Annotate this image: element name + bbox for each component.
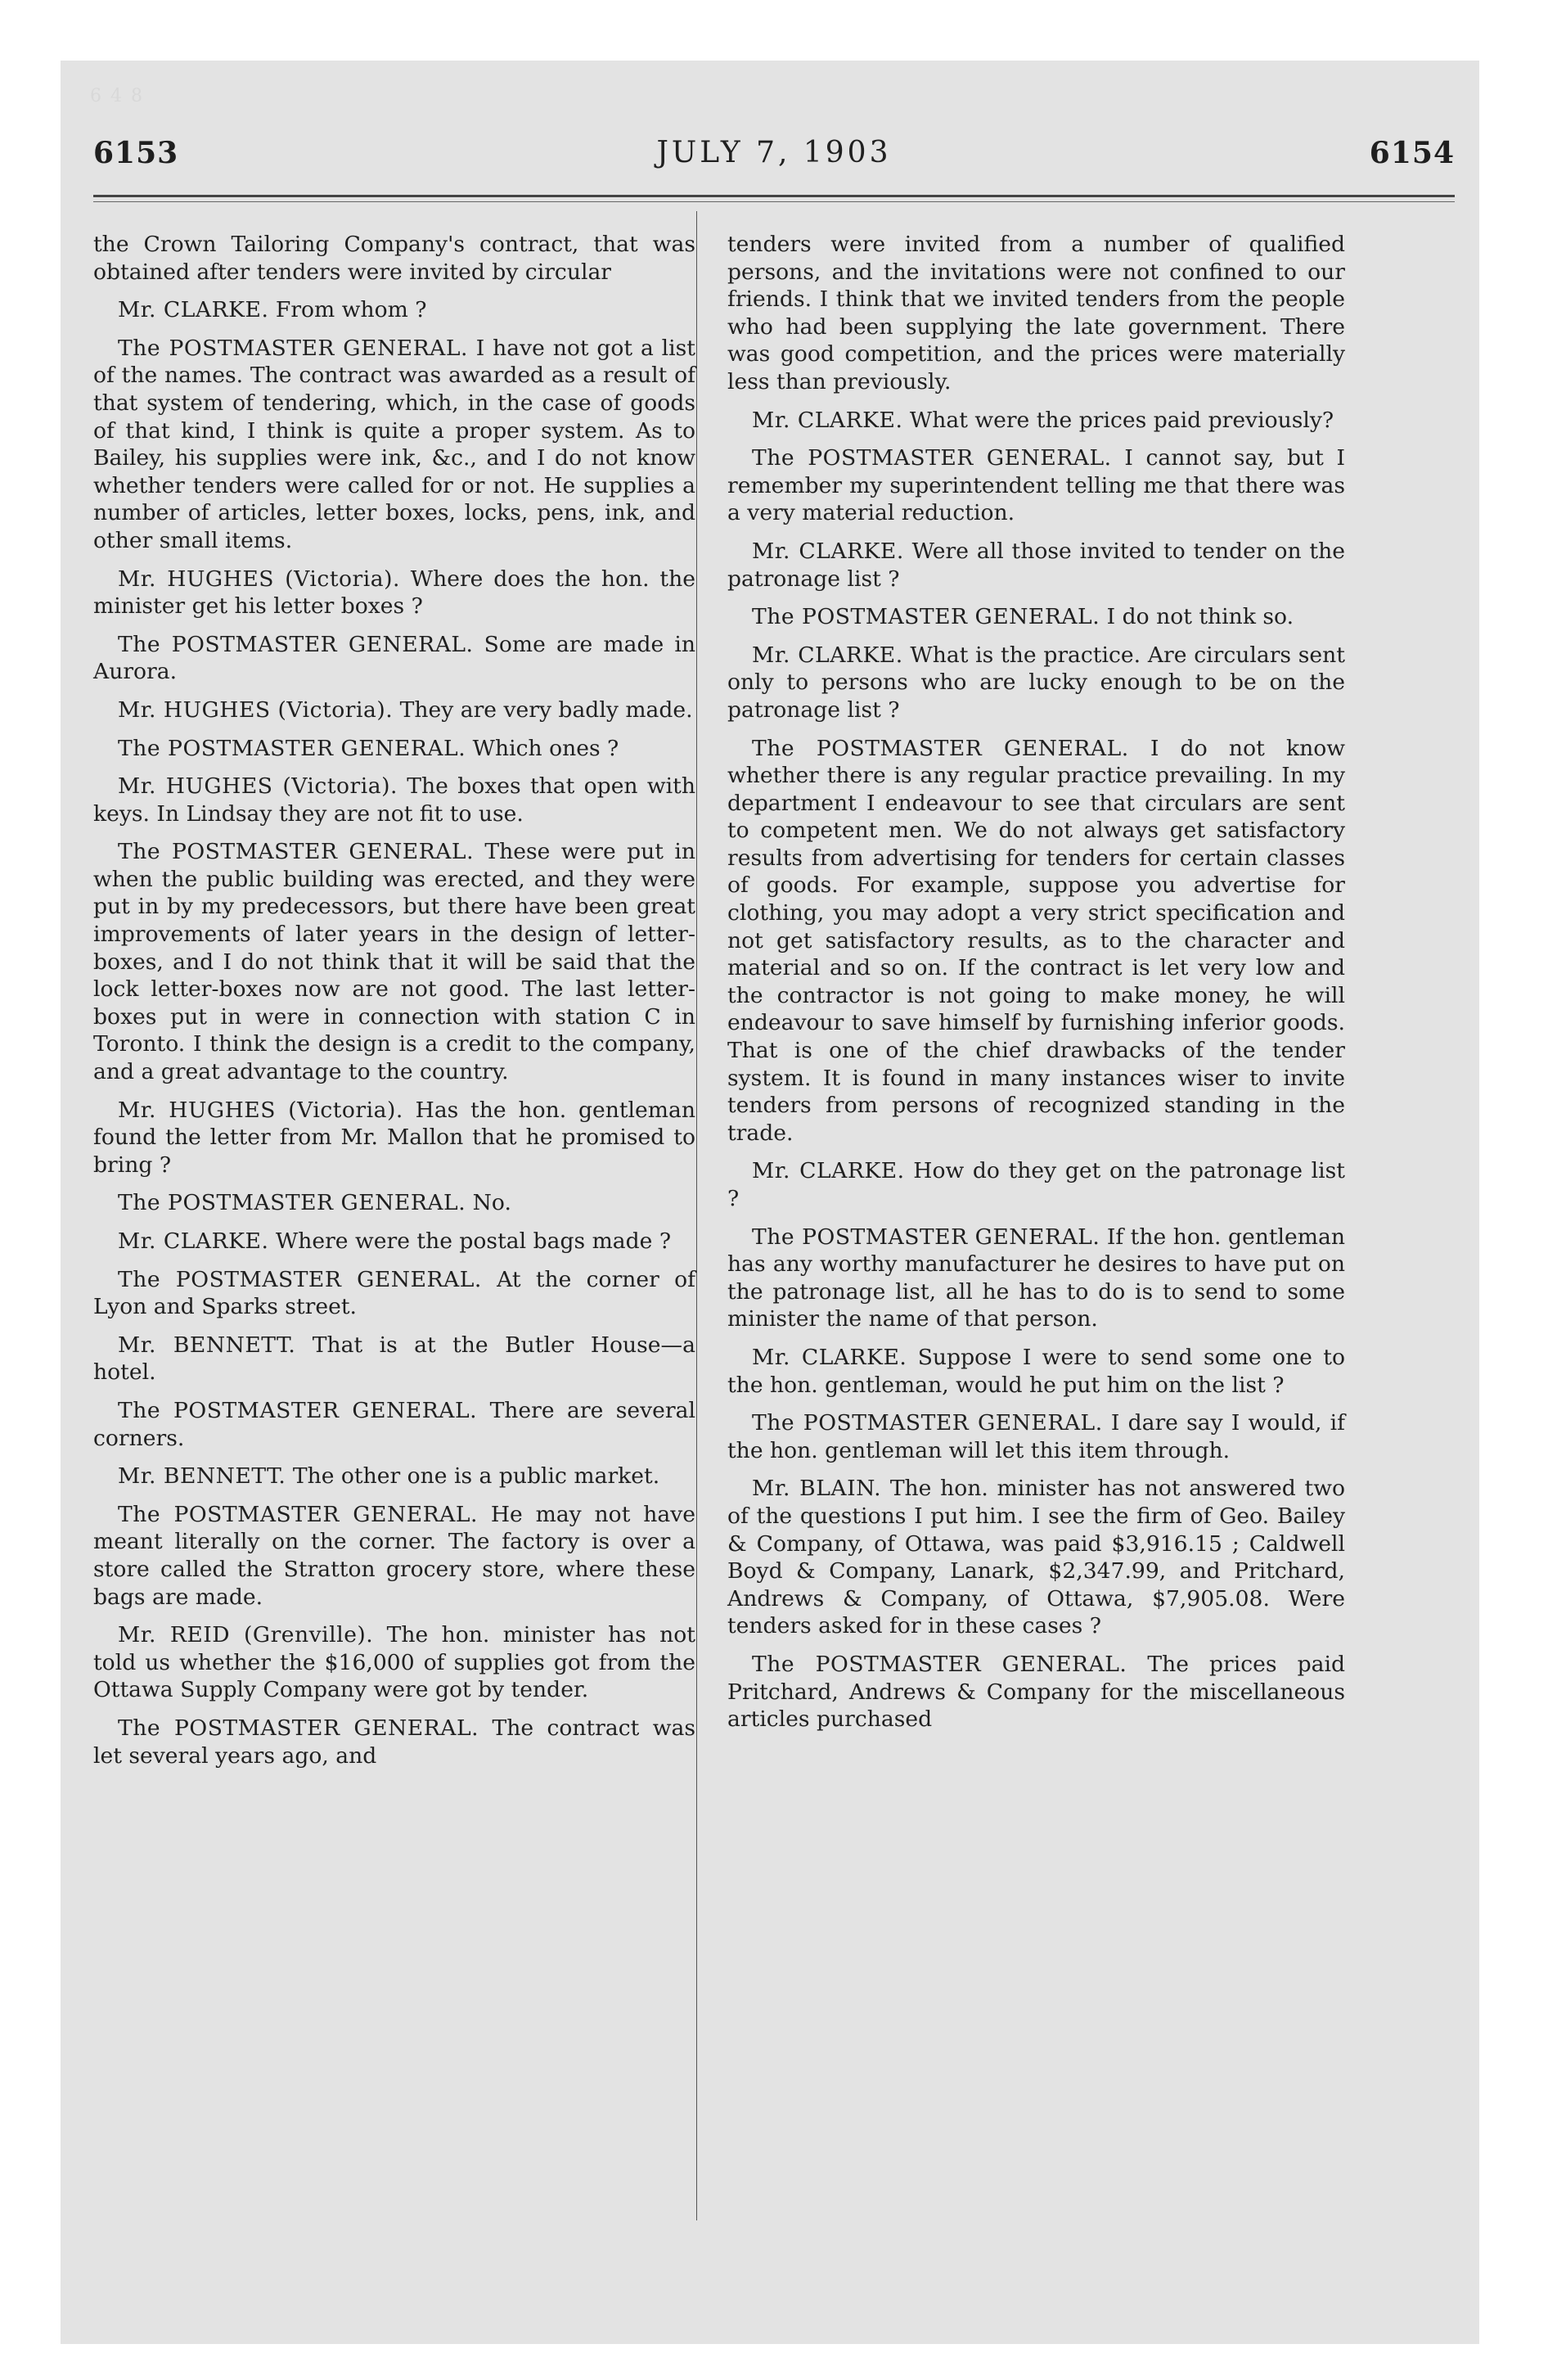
speaker-name: Mr. HUGHES (Victoria). bbox=[118, 696, 394, 723]
speaker-name: The POSTMASTER GENERAL. bbox=[118, 335, 468, 361]
speech-paragraph bbox=[727, 603, 1345, 631]
speaker-name: The POSTMASTER GENERAL. bbox=[118, 1715, 479, 1741]
speech-text: I do not think so. bbox=[1106, 604, 1294, 630]
speaker-name: Mr. BLAIN. bbox=[752, 1476, 882, 1502]
speaker-name: Mr. BENNETT. bbox=[118, 1463, 286, 1490]
speaker-name: Mr. HUGHES (Victoria). bbox=[118, 773, 398, 800]
speaker-name: The POSTMASTER GENERAL. bbox=[118, 631, 474, 657]
speech-paragraph bbox=[727, 1224, 1345, 1333]
left-column bbox=[93, 231, 695, 1780]
speech-text: I cannot say, but I remember my superintendent telling me that there was a very material reduction. bbox=[727, 445, 1346, 526]
speech-paragraph bbox=[727, 231, 1345, 396]
page-header bbox=[93, 136, 1455, 175]
speech-text: Suppose I were to send some one to the hon. gentleman, would he put him on the list ? bbox=[727, 1344, 1345, 1398]
speech-paragraph bbox=[727, 538, 1345, 593]
header-rule-thin bbox=[93, 201, 1455, 202]
speaker-name: The POSTMASTER GENERAL. bbox=[118, 1397, 478, 1423]
speech-text: Where does the hon. the minister get his letter boxes ? bbox=[93, 566, 695, 620]
speech-paragraph bbox=[93, 1097, 695, 1179]
right-page-number: 6154 bbox=[1369, 136, 1455, 170]
speech-paragraph bbox=[727, 642, 1345, 724]
speaker-name: The POSTMASTER GENERAL. bbox=[118, 1266, 482, 1292]
column-divider bbox=[696, 211, 697, 2220]
speech-text: He may not have meant literally on the corner. The factory is over a store called the Stratton grocery store, where these bags are made. bbox=[93, 1501, 695, 1610]
speaker-name: The POSTMASTER GENERAL. bbox=[752, 445, 1112, 471]
header-date: JULY 7, 1903 bbox=[656, 136, 892, 169]
speaker-name: Mr. CLARKE. bbox=[118, 297, 269, 323]
speaker-name: The POSTMASTER GENERAL. bbox=[118, 735, 466, 761]
speech-paragraph bbox=[93, 335, 695, 555]
speech-text: tenders were invited from a number of qualified persons, and the invitations were not confined to our friends. I think that we invited tenders from the people who had been supplying the late government. There was good competition, and the prices were materially less than previously. bbox=[727, 232, 1345, 394]
speaker-name: The POSTMASTER GENERAL. bbox=[752, 1224, 1100, 1250]
speech-paragraph bbox=[93, 735, 695, 763]
speaker-name: The POSTMASTER GENERAL. bbox=[752, 1410, 1103, 1436]
speech-paragraph bbox=[93, 566, 695, 620]
speech-text: the Crown Tailoring Company's contract, that was obtained after tenders were invited by circular bbox=[93, 232, 695, 285]
speaker-name: Mr. CLARKE. bbox=[752, 407, 903, 433]
speaker-name: Mr. HUGHES (Victoria). bbox=[118, 1097, 403, 1123]
speech-text: There are several corners. bbox=[93, 1397, 695, 1451]
speech-paragraph bbox=[727, 1157, 1345, 1212]
speech-paragraph bbox=[93, 1266, 695, 1321]
speech-text: At the corner of Lyon and Sparks street. bbox=[93, 1266, 695, 1320]
speech-text: The hon. minister has not told us whether the $16,000 of supplies got from the Ottawa Supply Company were got by tender. bbox=[93, 1622, 695, 1703]
speech-paragraph bbox=[93, 1463, 695, 1490]
speech-text: I have not got a list of the names. The contract was awarded as a result of that system of tendering, which, in the case of goods of that kind, I think is quite a proper system. As to Bailey, his supplies were ink, &c., and I do not know whether tenders were called for or not. He supplies a number of articles, letter boxes, locks, pens, ink, and other small items. bbox=[93, 335, 695, 553]
speaker-name: Mr. CLARKE. bbox=[118, 1228, 269, 1254]
speech-text: Has the hon. gentleman found the letter from Mr. Mallon that he promised to bring ? bbox=[93, 1097, 695, 1178]
speech-paragraph bbox=[93, 1228, 695, 1255]
speech-text: The other one is a public market. bbox=[292, 1463, 660, 1490]
speech-paragraph bbox=[727, 735, 1345, 1147]
speech-text: Which ones ? bbox=[472, 735, 619, 761]
speech-paragraph bbox=[727, 407, 1345, 435]
speech-text: Were all those invited to tender on the patronage list ? bbox=[727, 538, 1345, 592]
speaker-name: The POSTMASTER GENERAL. bbox=[752, 604, 1100, 630]
speech-text: The prices paid Pritchard, Andrews & Company for the miscellaneous articles purchased bbox=[727, 1651, 1345, 1733]
speech-paragraph bbox=[93, 1501, 695, 1611]
speech-paragraph bbox=[93, 1621, 695, 1704]
speech-paragraph bbox=[93, 838, 695, 1085]
speech-text: The contract was let several years ago, and bbox=[93, 1715, 695, 1769]
speaker-name: Mr. CLARKE. bbox=[752, 538, 904, 564]
speaker-name: The POSTMASTER GENERAL. bbox=[752, 735, 1129, 761]
speech-text: The hon. minister has not answered two of the questions I put him. I see the firm of Geo. Bailey & Company, of Ottawa, was paid $3,916.15 ; Caldwell Boyd & Company, Lanark, $2,347.99, and Pritchard, Andrews & Company, of Ottawa, $7,905.08. Were tenders asked for in these cases ? bbox=[727, 1476, 1345, 1639]
header-rule-thick bbox=[93, 195, 1455, 197]
speaker-name: The POSTMASTER GENERAL. bbox=[118, 839, 475, 865]
bleed-through-text: 6 4 8 bbox=[90, 86, 144, 106]
speech-text: Where were the postal bags made ? bbox=[275, 1228, 672, 1254]
speech-text: From whom ? bbox=[275, 297, 427, 323]
speech-text: If the hon. gentleman has any worthy manufacturer he desires to have put on the patronage list, all he has to do is to send to some minister the name of that person. bbox=[727, 1224, 1345, 1332]
speaker-name: Mr. CLARKE. bbox=[752, 642, 903, 668]
speech-paragraph bbox=[93, 773, 695, 827]
speech-paragraph bbox=[93, 631, 695, 686]
speaker-name: The POSTMASTER GENERAL. bbox=[118, 1501, 478, 1527]
speech-text: No. bbox=[472, 1190, 511, 1216]
speech-paragraph bbox=[93, 1332, 695, 1386]
speaker-name: The POSTMASTER GENERAL. bbox=[752, 1651, 1127, 1677]
speaker-name: Mr. BENNETT. bbox=[118, 1332, 296, 1358]
speaker-name: The POSTMASTER GENERAL. bbox=[118, 1190, 466, 1216]
speech-text: What is the practice. Are circulars sent only to persons who are lucky enough to be on the patronage list ? bbox=[727, 642, 1345, 723]
speech-text: These were put in when the public building was erected, and they were put in by my predecessors, but there have been great improvements of later years in the design of letter-boxes, and I do not think that it will be said that the lock letter-boxes now are not good. The last letter-boxes put in were in connection with station C in Toronto. I think the design is a credit to the company, and a great advantage to the country. bbox=[93, 839, 695, 1085]
speech-text: The boxes that open with keys. In Lindsay they are not fit to use. bbox=[93, 773, 695, 827]
speech-paragraph bbox=[727, 444, 1345, 527]
speaker-name: Mr. REID (Grenville). bbox=[118, 1622, 374, 1648]
speech-paragraph bbox=[93, 296, 695, 324]
speech-paragraph bbox=[727, 1651, 1345, 1733]
speech-paragraph bbox=[93, 1397, 695, 1452]
speech-text: That is at the Butler House—a hotel. bbox=[93, 1332, 695, 1386]
speech-text: How do they get on the patronage list ? bbox=[727, 1158, 1345, 1211]
speaker-name: Mr. CLARKE. bbox=[752, 1158, 905, 1184]
speech-text: I dare say I would, if the hon. gentleman will let this item through. bbox=[727, 1410, 1345, 1463]
left-page-number: 6153 bbox=[93, 136, 179, 170]
speech-text: They are very badly made. bbox=[399, 696, 693, 723]
speech-paragraph bbox=[727, 1475, 1345, 1640]
right-column bbox=[727, 231, 1345, 1744]
speaker-name: Mr. HUGHES (Victoria). bbox=[118, 566, 400, 592]
speaker-name: Mr. CLARKE. bbox=[752, 1344, 907, 1370]
speech-paragraph bbox=[93, 1189, 695, 1217]
speech-text: What were the prices paid previously? bbox=[909, 407, 1334, 433]
speech-paragraph bbox=[93, 231, 695, 286]
speech-text: Some are made in Aurora. bbox=[93, 631, 695, 685]
speech-paragraph bbox=[93, 1715, 695, 1769]
speech-paragraph bbox=[727, 1409, 1345, 1464]
speech-paragraph bbox=[727, 1344, 1345, 1399]
speech-paragraph bbox=[93, 696, 695, 724]
speech-text: I do not know whether there is any regular practice prevailing. In my department I endeavour to see that circulars are sent to competent men. We do not always get satisfactory results from advertising for tenders for certain classes of goods. For example, suppose you advertise for clothing, you may adopt a very strict specification and not get satisfactory results, as to the character and material and so on. If the contract is let very low and the contractor is not going to make money, he will endeavour to save himself by furnishing inferior goods. That is one of the chief drawbacks of the tender system. It is found in many instances wiser to invite tenders from persons of recognized standing in the trade. bbox=[727, 735, 1345, 1146]
